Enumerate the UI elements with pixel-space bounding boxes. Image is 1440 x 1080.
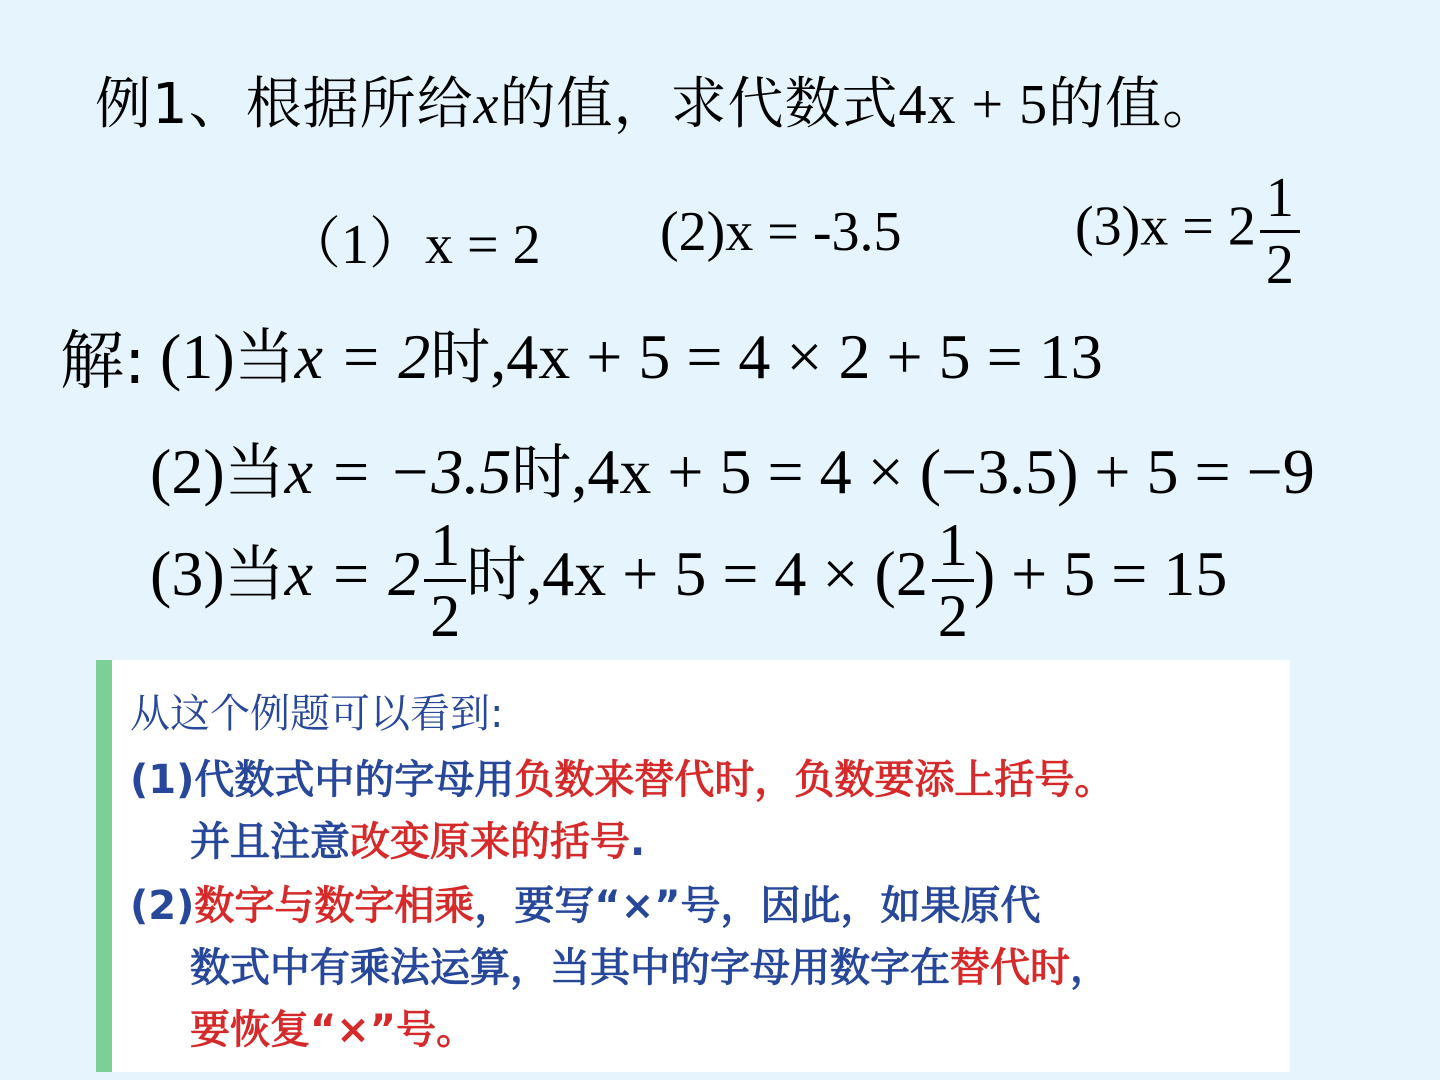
option-3 bbox=[1075, 167, 1300, 296]
solution-line-2 bbox=[150, 425, 1315, 511]
option-1: （1）x = 2 bbox=[285, 214, 541, 276]
solution-label: 解: bbox=[60, 325, 146, 399]
note-p1-d: 并且注意 bbox=[190, 819, 350, 865]
note-point-2-line-1 bbox=[130, 874, 1041, 931]
line3-index: (3) bbox=[150, 538, 225, 610]
note-p1-e: 改变原来的括号 bbox=[350, 819, 630, 865]
line3-result-a: ,4x + 5 = 4 × (2 bbox=[526, 538, 928, 610]
title-prefix: 例1、根据所给 bbox=[95, 72, 474, 137]
line3-fraction-2 bbox=[932, 512, 974, 649]
line2-condition: x = −3.5 bbox=[284, 436, 512, 507]
line3-when: 当 bbox=[224, 540, 285, 611]
line3-fraction-1 bbox=[424, 512, 466, 649]
line1-time: 时 bbox=[430, 323, 491, 393]
note-point-2-line-3: 要恢复“×”号。 bbox=[190, 1007, 477, 1053]
note-p2-b: 数字与数字相乘 bbox=[194, 883, 475, 929]
note-p1-a: (1)代数式中的字母用 bbox=[130, 757, 515, 803]
note-p1-f: . bbox=[630, 819, 646, 865]
option-3-fraction bbox=[1260, 167, 1300, 296]
line1-index: (1) bbox=[160, 321, 235, 392]
option-3-prefix: (3)x = 2 bbox=[1075, 195, 1256, 258]
line3-time: 时 bbox=[466, 540, 527, 611]
note-point-2-line-2 bbox=[190, 936, 1110, 993]
note-point-1-line-2 bbox=[190, 810, 645, 867]
note-p2-d: 数式中有乘法运算，当其中的字母用数字在 bbox=[190, 945, 950, 991]
option-3-denominator: 2 bbox=[1260, 230, 1300, 293]
note-p2-f: ， bbox=[1070, 945, 1110, 991]
note-heading: 从这个例题可以看到: bbox=[130, 691, 504, 737]
line2-time: 时 bbox=[511, 438, 572, 508]
note-p1-b: 负数来替代时， bbox=[514, 757, 795, 803]
title-var: x bbox=[473, 74, 500, 136]
line2-index: (2) bbox=[150, 436, 225, 507]
line3-condition: x = 2 bbox=[284, 538, 421, 610]
note-box bbox=[96, 660, 1290, 1072]
line3-numerator-2: 1 bbox=[937, 512, 968, 578]
line3-numerator-1: 1 bbox=[430, 512, 461, 578]
solution-line-3 bbox=[150, 512, 1228, 649]
line2-when: 当 bbox=[224, 438, 285, 508]
note-p2-e: 替代时 bbox=[950, 945, 1070, 991]
line1-condition: x = 2 bbox=[294, 321, 431, 392]
line3-denominator-2: 2 bbox=[932, 579, 974, 646]
note-p2-a: (2) bbox=[130, 883, 195, 929]
example-title bbox=[95, 60, 1219, 140]
title-expr: 4x + 5 bbox=[898, 74, 1049, 136]
solution-line-1 bbox=[160, 310, 1103, 396]
line1-result: ,4x + 5 = 4 × 2 + 5 = 13 bbox=[490, 321, 1103, 392]
title-mid: 的值，求代数式 bbox=[499, 72, 899, 137]
title-suffix: 的值。 bbox=[1048, 72, 1220, 137]
line3-result-b: ) + 5 = 15 bbox=[973, 538, 1228, 610]
note-p1-c: 负数要添上括号。 bbox=[794, 757, 1115, 803]
line1-when: 当 bbox=[234, 323, 295, 393]
note-p2-c: ，要写“×”号，因此，如果原代 bbox=[474, 883, 1041, 929]
option-3-numerator: 1 bbox=[1265, 167, 1294, 229]
line2-result: ,4x + 5 = 4 × (−3.5) + 5 = −9 bbox=[571, 436, 1315, 507]
line3-denominator-1: 2 bbox=[424, 579, 466, 646]
note-point-1-line-1 bbox=[130, 748, 1114, 805]
option-2: (2)x = -3.5 bbox=[660, 201, 902, 263]
